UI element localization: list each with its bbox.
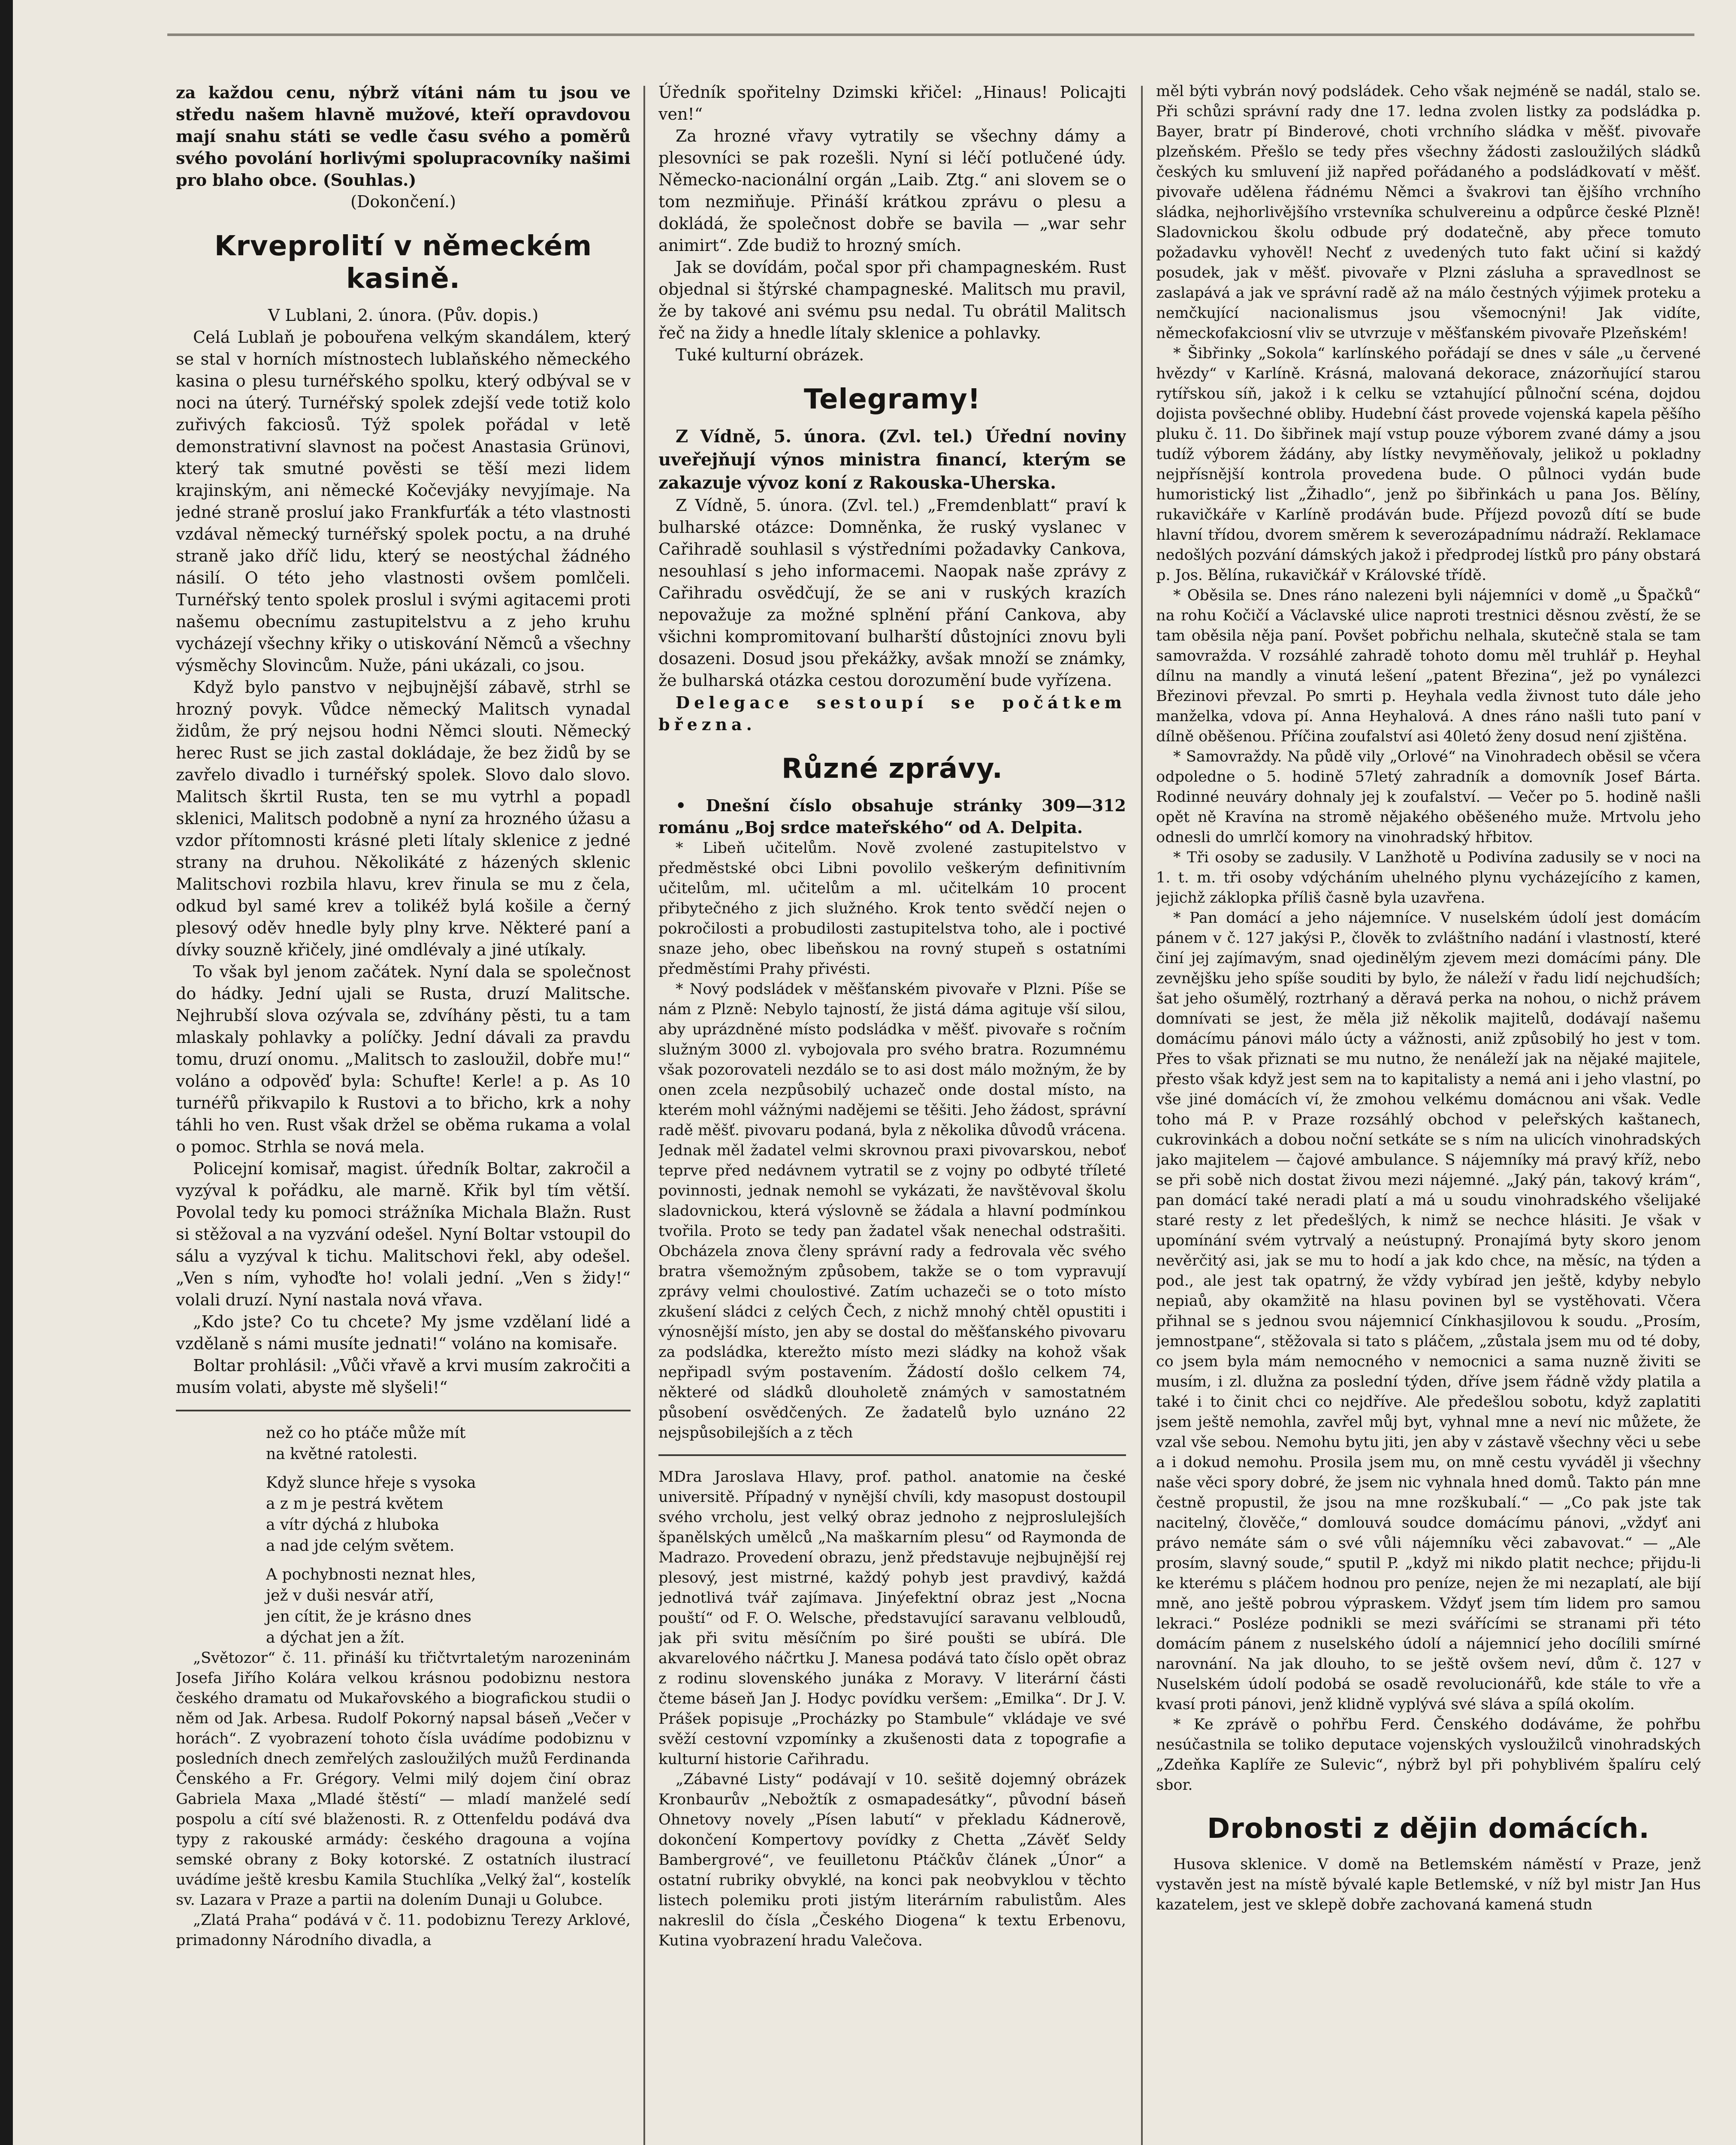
- poem-line: a dýchat jen a žít.: [266, 1629, 405, 1647]
- article-paragraph: Policejní komisař, magist. úředník Boltar, zakročil a vyzýval k pořádku, ale marně. Křik byl tím větší. Povolal tedy ku pomoci strážníka Michala Blažn. Rust si stěžoval a na vyzvání odešel. Nyní Boltar vstoupil do sálu a vyzýval k tichu. Malitschovi řekl, aby odešel. „Ven s ním, vyhoďte ho! volali jední. „Ven s židy!“ volali druzí. Nyní nastala nová vřava.: [176, 1159, 631, 1309]
- news-item: * Libeň učitelům. Nově zvolené zastupitelstvo v předměstské obci Libni povolilo veškerým definitivním učitelům, ml. učitelům a ml. učitelkám 10 procent přibytečného z jich služného. Krok tento svědčí nejen o pokročilosti a probudilosti zastupitelstva toho, ale i poctivé snaze jeho, obec libeňskou na rovný stupeň s ostatními předměstími Prahy přivésti.: [658, 840, 1126, 978]
- news-title: Různé zprávy.: [781, 753, 1003, 785]
- telegram-item: Delegace sestoupí se počátkem března.: [658, 693, 1126, 734]
- telegram-title: Telegramy!: [803, 384, 981, 415]
- news-item: * Ke zprávě o pohřbu Ferd. Čenského dodáváme, že pohřbu nesúčastnila se toliko deputace vojenských vysloužilců vinohradských „Zdeňka Kaplíře ze Sulevic“, nýbrž byl při pohyblivém špalíru celý sbor.: [1156, 1716, 1701, 1794]
- article-paragraph: Jak se dovídám, počal spor při champagneském. Rust objednal si štýrské champagneské. Malitsch mu pravil, že by takové ani svému psu nedal. Tu obrátil Malitsch řeč na židy a hnedle lítaly sklenice a pohlavky.: [658, 258, 1126, 342]
- poem-line: Když slunce hřeje s vysoka: [266, 1474, 476, 1492]
- news-item: * Oběsila se. Dnes ráno nalezeni byli nájemníci v domě „u Špačků“ na rohu Kočičí a Václavské ulice naproti trestnici děsnou zvěstí, že se tam oběsila něja paní. Povšet pobřichu nelhala, skutečně stala se tam samovražda. V rozsáhlé zahradě tohoto domu měl truhlář p. Heyhal dílnu na mandly a vinutá lešení „patent Březina“, jež po vynálezci Březinovi převzal. Po smrti p. Heyhala vedla živnost tuto dále jeho manželka, vdova pí. Anna Heyhalová. A dnes ráno našli tuto paní v dílně oběšenou. Příčina zoufalství asi 40letó ženy dosud není zjištěna.: [1156, 587, 1701, 745]
- article-paragraph: Úředník spořitelny Dzimski křičel: „Hinaus! Policajti ven!“: [658, 83, 1126, 124]
- article-dateline: V Lublani, 2. února. (Pův. dopis.): [268, 306, 539, 325]
- article-paragraph: Tuké kulturní obrázek.: [676, 345, 864, 364]
- news-item: * Pan domácí a jeho nájemníce. V nuselském údolí jest domácím pánem v č. 127 jakýsi P., člověk to zvláštního nadání i vlastností, které činí jej zajímavým, snad ojedinělým zjevem mezi domácími pány. Dle zevnějšku jeho spíše souditi by bylo, že náleží v řadu lidí nejchudších; šat jeho ošumělý, roztrhaný a děravá perka na nohou, o nichž právem domnívati se jest, že měla již několik majitelů, dodávají našemu domácímu pánovi málo úcty a vážnosti, aniž způsobilý ho jest v tom. Přes to však přiznati se mu nutno, že nenáleží jak na nějaké majitele, přesto však když jest sem na to kapitalisty a nemá ani i jeho vlastní, po vše jiné domácích ví, že zmohou velkému domácnou ani však. Vedle toho má P. v Praze rozsáhlý obchod v peleřských kaštanech, cukrovinkách a dobou noční setkáte se s ním na ulicích vinohradských jako majitelem — čajové ambulance. S nájemníky má pravý kříž, nebo se při sobě nich dostat živou mezi nájemné. „Jaký pán, takový krám“, pan domácí také neradi platí a má u soudu vinohradského všelijaké staré resty z let předešlých, k nimž se nechce hlásiti. Je však v upomínání svém vytrvalý a neústupný. Pronajímá byty skoro jenom nevěrčitý asi, jak se mu to hodí a jak kdo chce, na měsíc, na týden a pod., ale jest tak opatrný, že vždy vybírad jen ještě, kdyby nebylo nepiaů, aby okamžitě na hlasu povinen byl se vystěhovati. Včera přihnal se s jednou svou nájemnicí Cínkhasjilovou k soudu. „Prosím, jemnostpane“, stěžovala si tato s pláčem, „zůstala jsem mu od té doby, co jsem byla mám nemocného v nemocnici a sama nuzně živiti se musím, i zl. dlužna za poslední týden, dříve jsem řádně vždy platila a také i to činit chci co nejdříve. Ale předešlou sobotu, když zaplatiti jsem ještě nemohla, zavřel můj byt, vyhnal mne a neví nic můžete, že vzal vše sebou. Nemohu bytu jiti, jen aby v zástavě všechny věci u sebe a i dokud nemohu. Prosila jsem mu, on mně cestu vyváděl ji všechny naše věci spory dobré, že jsem nic vyhnala hned domů. Takto pán mne čestně propustil, že jsou na mne rozškubalí.“ — „Co pak jste tak nacitelný, člověče,“ domlouvá soudce domácímu pánovi, „vždyť ani právo nemáte sám o své vůli nájemníku věci zabavovat.“ — „Ale prosím, slavný soude,“ sputil P. „když mi nikdo platit nechce; přijdu-li ke kterému s pláčem hodnou pro peníze, nejen že mi nezaplatí, ale bijí mně, ano ještě pobrou výpraskem. Vždyť jsem tím lidem pro samou lekraci.“ Posléze podnikli se mezi svářícími se stranami při této domácím pánem z nuselského údolí a nájemnicí jeho docílili smírné narovnání. Na jak dlouho, to se ještě ovšem neví, dům č. 127 v Nuselském údolí podobá se osadě revolucionářů, kde stále to vře a kvasí proti pánovi, jenž klidně vyplývá své sláva a spílá okolím.: [1156, 909, 1701, 1713]
- poem-line: A pochybnosti neznat hles,: [266, 1566, 476, 1583]
- review-paragraph: „Zlatá Praha“ podává v č. 11. podobiznu Terezy Arklové, primadonny Národního divadla, a: [176, 1912, 631, 1949]
- section-divider: [658, 1454, 1126, 1456]
- header-rule: [167, 33, 1694, 36]
- intro-paragraph: za každou cenu, nýbrž vítáni nám tu jsou ve středu našem hlavně mužové, kteří opravdovou mají snahu státi se vedle času svého a poměrů svého povolání horlivými spolupracovníky našimi pro blaho obce. (Souhlas.): [176, 83, 631, 190]
- news-item: * Šibřinky „Sokola“ karlínského pořádají se dnes v sále „u červené hvězdy“ v Karlíně. Krásná, malovaná dekorace, znázorňující starou rytířskou síň, jakož i k celku se vztahující půlnoční scéna, dojdou dojista povšechné obliby. Hudební část provede vojenská kapela pěšího pluku č. 11. Do šibřinek mají vstup pouze výborem zvané dámy a jsou tudíž výborem žádány, aby lístky nevyměňovaly, jelikož u pokladny nejpřísnější kontrola provedena bude. O půlnoci vydán bude humoristický list „Žihadlo“, jenž po šibřinkách u pana Jos. Bělíny, rukavičkáře v Karlíně prodáván bude. Příjezd povozů dítí se bude hlavní třídou, dvorem směrem k severozápadnímu nádraží. Reklamace nedošlých pozvání dámských jakož i předprodej lístků pro pány obstará p. Jos. Bělína, rukavičkář v Královské třídě.: [1156, 345, 1701, 584]
- history-title: Drobnosti z dějin domácích.: [1207, 1813, 1650, 1845]
- column-1: [176, 82, 631, 2145]
- news-item: • Dnešní číslo obsahuje stránky 309—312 románu „Boj srdce mateřského“ od A. Delpita.: [658, 796, 1126, 837]
- review-paragraph: „Světozor“ č. 11. přináší ku třičtvrtaletým narozeninám Josefa Jiřího Kolára velkou krásnou podobiznu nestora českého dramatu od Mukařovského a biografickou studii o něm od Jak. Arbesa. Rudolf Pokorný napsal báseň „Večer v horách“. Z vyobrazení tohoto čísla uvádíme podobiznu v posledních dnech zemřelých zasloužilých mužů Ferdinanda Čenského a Fr. Grégory. Velmi milý dojem činí obraz Gabriela Maxa „Mladé štěstí“ — mladí manželé sedí pospolu a cítí své blaženosti. R. z Ottenfeldu podává dva typy z rakouské armády: českého dragouna a vojína semské obrany z Boky kotorské. Z ostatních ilustrací uvádíme ještě kresbu Kamila Stuchlíka „Velký žal“, kostelík sv. Lazara v Praze a partii na dolením Dunaji u Golubce.: [176, 1650, 631, 1909]
- column-rule: [1141, 86, 1143, 2145]
- column-3: [1156, 82, 1701, 2145]
- intro-end-note: (Dokončení.): [350, 192, 456, 211]
- column-rule: [643, 86, 645, 2145]
- poem-line: než co ho ptáče může mít: [266, 1424, 466, 1442]
- news-item: * Samovraždy. Na půdě vily „Orlové“ na Vinohradech oběsil se včera odpoledne o 5. hodině 57letý zahradník a domovník Josef Bárta. Rodinné neuváry dohnaly jej k zoufalství. — Večer po 5. hodině našli opět ně Kravína na stromě nějakého oběšeného muže. Mrtvolu jeho odnesli do umrlčí komory na vinohradský hřbitov.: [1156, 748, 1701, 846]
- poem-line: a vítr dýchá z hluboka: [266, 1516, 439, 1534]
- section-divider: [176, 1410, 631, 1411]
- poem-line: jen cítit, že je krásno dnes: [266, 1608, 472, 1625]
- news-item: „Zábavné Listy“ podávají v 10. sešitě dojemný obrázek Kronbaurův „Nebožtík z osmapadesátky“, původní báseň Ohnetovy novely „Písen labutí“ v překladu Kádnerově, dokončení Kompertovy povídky z Chetta „Závěť Seldy Bambergrové“, ve feuilletonu Ptáčkův článek „Únor“ a ostatní rubriky obvyklé, na konci pak neobvyklou v těchto listech polemiku proti jistým literárním rabulistům. Ales nakreslil do čísla „Českého Diogena“ k textu Erbenovu, Kutina vyobrazení hradu Valečova.: [658, 1771, 1126, 1949]
- poem-line: jež v duši nesvár atří,: [266, 1587, 434, 1604]
- poem-line: na květné ratolesti.: [266, 1445, 418, 1463]
- article-paragraph: Když bylo panstvo v nejbujnější zábavě, strhl se hrozný povyk. Vůdce německý Malitsch vynadal židům, že prý nejsou hodni Němci slouti. Německý herec Rust se jich zastal dokládaje, že bez židů by se zavřelo divadlo i turnéřský spolek. Slovo dalo slovo. Malitsch škrtil Rusta, ten se mu vytrhl a popadl sklenici, Malitsch podobně a nyní za hrozného úžasu a vzdor přítomnosti krásné pleti lítaly sklenice z jedné strany na druhou. Několikáté z házených sklenic Malitschovi rozbila hlavu, krev řinula se mu z čela, odkud byl samé krev a tolikéž bylá košile a černý plesový oděv hnedle byly plny krve. Některé paní a dívky souzně křičely, jiné omdlévaly a jiné utíkaly.: [176, 678, 631, 959]
- news-item: * Nový podsládek v měšťanském pivovaře v Plzni. Píše se nám z Plzně: Nebylo tajností, že jistá dáma agituje vší silou, aby uprázdněné místo podsládka v měšť. pivovaře s ročním služným 3000 zl. vybojovala pro svého bratra. Rozumnému však pozorovateli nezdálo se to asi dost málo možným, že by onen zcela nezpůsobilý uchazeč onde dostal místo, na kterém mohl vážnými nadějemi se těšiti. Jeho žádost, správní radě měšť. pivovaru podaná, byla z několika důvodů vrácena. Jednak měl žadatel velmi skrovnou praxi pivovarskou, neboť teprve před nedávnem vytratil se z vojny po odbyté tříleté povinnosti, jednak nemohl se vykázati, že navštěvoval školu sladovnickou, která výslovně se žádala a hlavní podmínkou tvořila. Proto se tedy pan žadatel však nenechal odstrašiti. Obcházela znova členy správní rady a fedrovala věc svého bratra všemožným způsobem, takže se o tom vypravují zprávy velmi choulostivé. Zatím uchazeči se o toto místo zkušení sládci z celých Čech, z nichž mnohý chtěl opustiti i výnosnější místo, jen aby se dostal do měšťanského pivovaru za podsládka, kterežto místo mezi sládky na kohož však nepřipadl svým postavením. Žádostí došlo celkem 74, některé od sládků dlouholetě známých v samostatném působení osvědčených. Ze žadatelů bylo uznáno 22 nejspůsobilejších a z těch: [658, 981, 1126, 1441]
- article-paragraph: To však byl jenom začátek. Nyní dala se společnost do hádky. Jední ujali se Rusta, druzí Malitsche. Nejhrubší slova ozývala se, zdvíhány pěsti, tu a tam mlaskaly pohlavky a políčky. Jední dávali za pravdu tomu, druzí onomu. „Malitsch to zasloužil, dobře mu!“ voláno a odpověď byla: Schufte! Kerle! a p. As 10 turnéřů přikvapilo k Rustovi a to břicho, krk a nohy táhli ho ven. Rust však držel se oběma rukama a volal o pomoc. Strhla se nová mela.: [176, 962, 631, 1156]
- history-paragraph: Husova sklenice. V domě na Betlemském náměstí v Praze, jenž vystavěn jest na místě bývalé kaple Betlemské, v níž byl mistr Jan Hus kazatelem, jest ve sklepě dobře zachovaná kamená studn: [1156, 1856, 1701, 1913]
- telegram-item: Z Vídně, 5. února. (Zvl. tel.) „Fremdenblatt“ praví k bulharské otázce: Domněnka, že ruský vyslanec v Cařihradě souhlasil s výstředními požadavky Cankova, nesouhlasí s jeho informacemi. Naopak naše zprávy z Cařihradu osvědčují, že se ani v ruských krazích nepovažuje za možné splnění přání Cankova, aby všichni kompromitovaní bulharští důstojníci znovu byli dosazeni. Dosud jsou překážky, avšak množí se známky, že bulharská otázka cestou dorozumění bude vyřízena.: [658, 496, 1126, 690]
- news-item: MDra Jaroslava Hlavy, prof. pathol. anatomie na české universitě. Případný v nynější chvíli, kdy masopust dostoupil svého vrcholu, jest velký obraz jednoho z nejproslulejších španělských umělců „Na maškarním plesu“ od Raymonda de Madrazo. Provedení obrazu, jenž představuje nejbujnější rej plesový, jest mistrné, každý pohyb jest pravdivý, každá jednotlivá tvář zajímava. Jinýefektní obraz jest „Nocna pouští“ od F. O. Welsche, představující saravanu velbloudů, jak při svitu měsíčním po širé poušti se ubírá. Dle akvarelového náčrtku J. Manesa podává tato číslo opět obraz z rodinu slovenského junáka z Moravy. V literární části čteme báseň Jan J. Hodyc povídku veršem: „Emilka“. Dr J. V. Prášek popisuje „Procházky po Stambule“ vkládaje ve své svěží cestovní vzpomínky a zkušenosti data z topografie a kulturní historie Cařihradu.: [658, 1468, 1126, 1768]
- column-2: [658, 82, 1126, 2145]
- news-item: * Tři osoby se zadusily. V Lanžhotě u Podivína zadusily se v noci na 1. t. m. tři osoby vdýcháním uhelného plynu vycházejícího z kamen, jejichž záklopka příliš časně byla uzavřena.: [1156, 849, 1701, 906]
- article-title-kasino: Krveprolití v německém kasině.: [214, 230, 592, 295]
- article-paragraph: Celá Lublaň je pobouřena velkým skandálem, který se stal v horních místnostech lublaňského německého kasina o plesu turnéřského spolku, který odbýval se v noci na úterý. Turnéřský spolek zdejší vede totiž kolo zuřivých fakciosů. Týž spolek pořádal v letě demonstrativní slavnost na počest Anastasia Grünovi, který tak smutné pověsti se těší mezi lidem krajinským, ani německé Kočevjáky nevyjímaje. Na jedné straně prosluí jako Frankfurťák a této vlastnosti vzdával německý turnéřský spolek poctu, a na druhé straně jako dříč lidu, který se neostýchal žádného násilí. O této jeho vlastnosti ovšem pomlčeli. Turnéřský tento spolek proslul i svými agitacemi proti našemu obecnímu zastupitelstvu a z jeho kruhu vycházejí všechny křiky o utiskování Němců a všechny výsměchy Slovincům. Nuže, páni ukázali, co jsou.: [176, 328, 631, 675]
- article-paragraph: Za hrozné vřavy vytratily se všechny dámy a plesovníci se pak rozešli. Nyní si léčí potlučené údy. Německo-nacionální orgán „Laib. Ztg.“ ani slovem se o tom nezmiňuje. Přináší krátkou zprávu o plesu a dokládá, že společnost dobře se bavila — „war sehr animirt“. Zde budiž to hrozný smích.: [658, 127, 1126, 255]
- scan-edge: [0, 0, 13, 2145]
- poem-line: a z m je pestrá květem: [266, 1495, 444, 1513]
- news-item: měl býti vybrán nový podsládek. Ceho však nejméně se nadál, stalo se. Při schůzi správní rady dne 17. ledna zvolen listky za podsládka p. Bayer, bratr pí Binderové, choti vrchního sládka v měšť. pivovaře plzeňském. Přešlo se tedy přes všechny žádosti zasloužilých sládků českých ku smluvení již napřed pořádaného a podsládkovatí v měšť. pivovaře udělena řádnému Němci a švakrovi tan ějšího vrchního sládka, nejhorlivějšího vrstevníka schulvereinu a odpůrce české Plzně! Sladovnickou školu odbude prý dodatečně, aby přece tomuto požadavku vyhověl! Nechť z uvedených tuto fakt učiní si každý posudek, jak v měšť. pivovaře v Plzni zásluha a spravedlnost se zaslapává a jak ve správní radě až na málo čestných výjimek proteku a nemčkující nacionalismus jsou všemocnýni! Jak vidíte, německofakciosní vliv se utvrzuje v měšťanském pivovaře Plzeňském!: [1156, 83, 1701, 342]
- article-paragraph: Boltar prohlásil: „Vůči vřavě a krvi musím zakročiti a musím volati, abyste mě slyšeli!“: [176, 1356, 631, 1397]
- telegram-item: Z Vídně, 5. února. (Zvl. tel.) Úřední noviny uveřejňují výnos ministra financí, kterým se zakazuje vývoz koní z Rakouska-Uherska.: [658, 426, 1126, 493]
- article-paragraph: „Kdo jste? Co tu chcete? My jsme vzdělaní lidé a vzdělaně s námi musíte jednati!“ voláno na komisaře.: [176, 1312, 631, 1353]
- poem-line: a nad jde celým světem.: [266, 1537, 455, 1555]
